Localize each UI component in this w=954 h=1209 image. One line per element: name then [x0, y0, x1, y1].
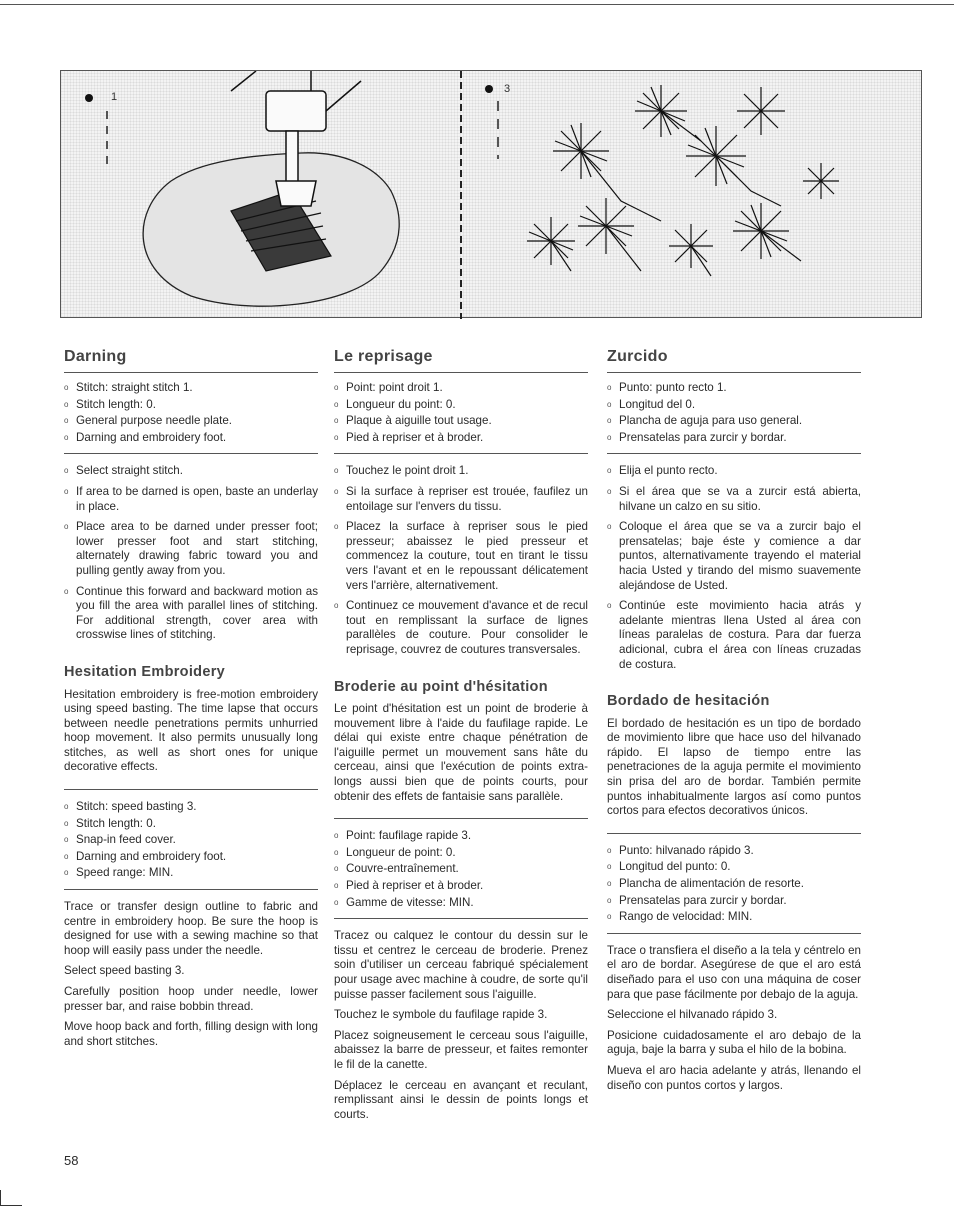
subsection-title: Hesitation Embroidery — [64, 663, 225, 680]
spec-item: o Longitud del punto: 0. — [607, 860, 861, 875]
paragraph: Carefully position hoop under needle, lower presser bar, and raise bobbin thread. — [64, 985, 318, 1013]
spec-list — [607, 381, 861, 454]
step-item: o Si el área que se va a zurcir está abierta, hilvane un calzo en su sitio. — [607, 485, 861, 514]
step-item: o Place area to be darned under presser foot; lower presser foot and start stitching, alternately drawing fabric toward you and pulling gently away from you. — [64, 520, 318, 578]
spec-item: o Snap-in feed cover. — [64, 833, 318, 848]
spec-item: o Point: faufilage rapide 3. — [334, 829, 588, 844]
divider — [334, 818, 588, 819]
paragraph: Trace o transfiera el diseño a la tela y céntrelo en el aro de bordar. Asegúrese de que el aro está diseñado para el uso con una máquina de coser para que pase fácilmente por debajo de la aguja. — [607, 943, 861, 1001]
step-item: o Continuez ce mouvement d'avance et de recul tout en remplissant la surface de lignes parallèles de couture. Pour consolider le reprisage, couvrez de coutures transversales. — [334, 599, 588, 657]
crop-mark — [0, 1190, 1, 1206]
step-item: o Continue this forward and backward motion as you fill the area with parallel lines of stitching. For additional strength, cover area with crosswise lines of stitching. — [64, 585, 318, 643]
spec-item: o Longueur de point: 0. — [334, 846, 588, 861]
paragraph: Move hoop back and forth, filling design with long and short stitches. — [64, 1020, 318, 1048]
divider — [607, 833, 861, 834]
spec-item: o Darning and embroidery foot. — [64, 431, 318, 446]
paragraph: Touchez le symbole du faufilage rapide 3. — [334, 1008, 548, 1022]
subsection-intro: El bordado de hesitación es un tipo de bordado de movimiento libre que hace uso del hilvanado rápido. El lapso de tiempo entre las penetraciones de la aguja permite el movimiento sin prisa del aro de bordar. También permite puntos inhabitualmente largos así como puntos cortos para efectos decorativos únicos. — [607, 716, 861, 818]
step-item: o Coloque el área que se va a zurcir bajo el prensatelas; baje éste y comience a dar puntos, alternativamente trayendo el material hacia Usted y tirando del mismo suavemente alejándose de Usted. — [607, 520, 861, 593]
spec-list — [334, 381, 588, 454]
top-rule — [0, 4, 954, 5]
step-item: o If area to be darned is open, baste an underlay in place. — [64, 485, 318, 514]
column-french — [334, 344, 588, 1128]
section-title: Darning — [64, 344, 318, 373]
spec-item: o Stitch length: 0. — [64, 817, 318, 832]
spec-item: o Gamme de vitesse: MIN. — [334, 896, 588, 911]
spec-item: o Longueur du point: 0. — [334, 398, 588, 413]
step-item: o Si la surface à repriser est trouée, faufilez un entoilage sur l'envers du tissu. — [334, 485, 588, 514]
paragraph: Trace or transfer design outline to fabric and centre in embroidery hoop. Be sure the hoop is designed for use with a sewing machine so that hoop will easily pass under the needle. — [64, 900, 318, 957]
subsection-title: Bordado de hesitación — [607, 693, 770, 710]
column-spanish — [607, 344, 861, 1099]
sub-spec-list — [334, 829, 588, 919]
spec-item: o Darning and embroidery foot. — [64, 850, 318, 865]
step-list — [334, 464, 588, 657]
illustration-panel — [60, 70, 922, 318]
spec-item: o Prensatelas para zurcir y bordar. — [607, 431, 861, 446]
step-item: o Elija el punto recto. — [607, 464, 861, 479]
sub-spec-list — [64, 800, 318, 890]
spec-item: o Speed range: MIN. — [64, 866, 318, 881]
sub-spec-list — [607, 844, 861, 934]
crop-mark — [0, 1205, 22, 1206]
page-number: 58 — [64, 1153, 79, 1168]
section-title: Zurcido — [607, 344, 861, 373]
spec-item: o Point: point droit 1. — [334, 381, 588, 396]
spec-item: o General purpose needle plate. — [64, 414, 318, 429]
spec-item: o Pied à repriser et à broder. — [334, 431, 588, 446]
divider — [64, 789, 318, 790]
paragraph: Seleccione el hilvanado rápido 3. — [607, 1008, 778, 1022]
paragraph: Placez soigneusement le cerceau sous l'aiguille, abaissez la barre de presseur, et faites remonter le fil de la canette. — [334, 1028, 588, 1071]
step-item: o Touchez le point droit 1. — [334, 464, 588, 479]
subsection-intro: Le point d'hésitation est un point de broderie à mouvement libre à l'aide du faufilage rapide. Le délai qui existe entre chaque pénétration de l'aiguille permet un mouvement sans hâte du cerceau, ainsi que l'exécution de points extra-longs aussi bien que de points courts, pour obtenir des effets de fantaisie sans parallèle. — [334, 702, 588, 803]
column-english — [64, 344, 318, 1055]
figure-label-right: 3 — [504, 83, 511, 95]
spec-item: o Plaque à aiguille tout usage. — [334, 414, 588, 429]
paragraph: Mueva el aro hacia adelante y atrás, llenando el diseño con puntos cortos y largos. — [607, 1063, 861, 1092]
illustration-drawing — [61, 71, 923, 319]
paragraph: Select speed basting 3. — [64, 964, 185, 978]
figure-label-left: 1 — [111, 91, 118, 103]
spec-item: o Stitch: straight stitch 1. — [64, 381, 318, 396]
step-list — [64, 464, 318, 643]
spec-item: o Punto: punto recto 1. — [607, 381, 861, 396]
spec-item: o Stitch length: 0. — [64, 398, 318, 413]
paragraph: Posicione cuidadosamente el aro debajo de la aguja, baje la barra y suba el hilo de la bobina. — [607, 1028, 861, 1057]
section-title: Le reprisage — [334, 344, 588, 373]
spec-item: o Punto: hilvanado rápido 3. — [607, 844, 861, 859]
subsection-title: Broderie au point d'hésitation — [334, 678, 548, 695]
paragraph: Tracez ou calquez le contour du dessin sur le tissu et centrez le cerceau de broderie. Prenez soin d'utiliser un cerceau fabriqué spécialement pour usage avec machine à coudre, de sorte qu'il puisse passer facilement sous l'aiguille. — [334, 929, 588, 1001]
spec-item: o Rango de velocidad: MIN. — [607, 910, 861, 925]
spec-item: o Pied à repriser et à broder. — [334, 879, 588, 894]
spec-item: o Plancha de alimentación de resorte. — [607, 877, 861, 892]
spec-item: o Stitch: speed basting 3. — [64, 800, 318, 815]
paragraph: Déplacez le cerceau en avançant et reculant, remplissant ainsi le dessin de points longs et courts. — [334, 1078, 588, 1121]
spec-list — [64, 381, 318, 454]
spec-item: o Prensatelas para zurcir y bordar. — [607, 894, 861, 909]
spec-item: o Longitud del 0. — [607, 398, 861, 413]
spec-item: o Plancha de aguja para uso general. — [607, 414, 861, 429]
subsection-intro: Hesitation embroidery is free-motion embroidery using speed basting. The time lapse that occurs between needle penetrations permits unhurried hoop movement. It also permits unusually long stitches, as well as short ones for unique decorative effects. — [64, 687, 318, 774]
step-list — [607, 464, 861, 672]
step-item: o Select straight stitch. — [64, 464, 318, 479]
step-item: o Placez la surface à repriser sous le pied presseur; abaissez le pied presseur et commencez la couture, tout en tirant le tissu vers l'avant et en le repoussant délicatement vers l'arrière, alternativement. — [334, 520, 588, 593]
step-item: o Continúe este movimiento hacia atrás y adelante mientras llena Usted al área con líneas paralelas de costura. Para dar fuerza adicional, cubra el área con líneas cruzadas de costura. — [607, 599, 861, 672]
spec-item: o Couvre-entraînement. — [334, 862, 588, 877]
